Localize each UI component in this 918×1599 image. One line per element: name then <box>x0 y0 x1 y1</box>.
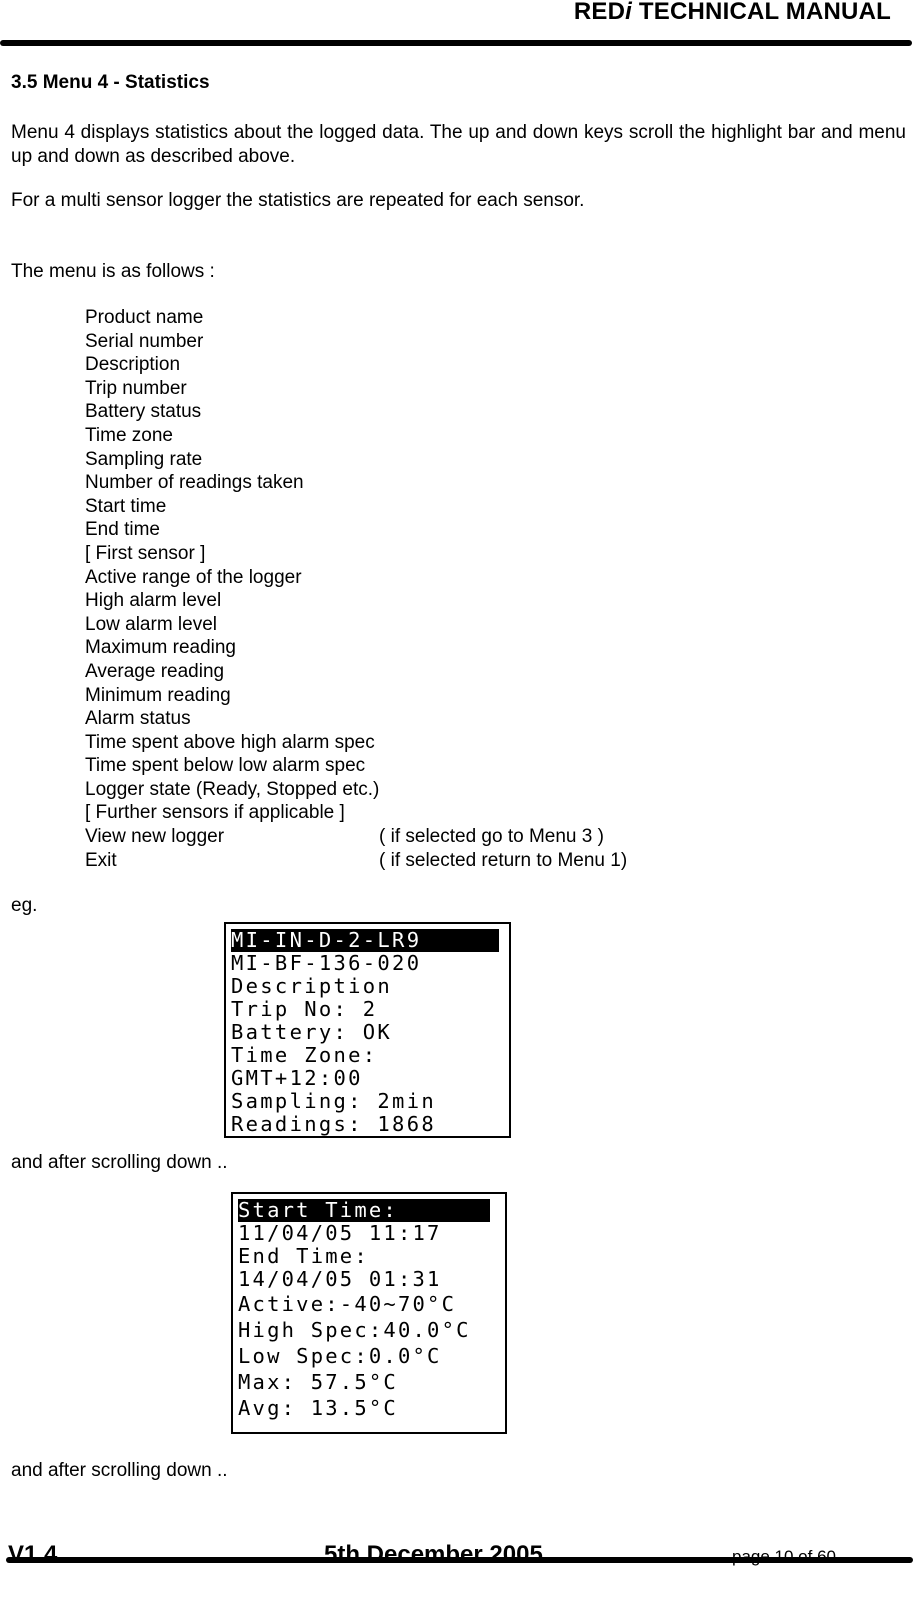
footer-date: 5th December 2005 <box>324 1541 543 1568</box>
list-item-label: Maximum reading <box>85 637 236 659</box>
scroll-caption-1: and after scrolling down .. <box>11 1152 228 1173</box>
footer-page-number: page 10 of 60 <box>732 1547 836 1566</box>
title-rest: TECHNICAL MANUAL <box>632 0 891 25</box>
list-item-label: High alarm level <box>85 590 222 612</box>
menu-intro-paragraph: The menu is as follows : <box>11 261 215 282</box>
list-item <box>85 495 379 519</box>
list-item <box>85 400 379 424</box>
list-item <box>85 684 379 708</box>
section-heading: 3.5 Menu 4 - Statistics <box>11 72 210 93</box>
lcd-line: Description <box>231 974 393 998</box>
list-item <box>85 731 379 755</box>
list-item-label: Description <box>85 354 181 376</box>
list-item <box>85 589 379 613</box>
menu-item-list <box>85 306 628 872</box>
list-item <box>85 707 379 731</box>
list-item-label: Time zone <box>85 424 173 446</box>
list-item <box>85 778 379 802</box>
lcd-highlight-line: MI-IN-D-2-LR9 <box>231 929 499 952</box>
example-label: eg. <box>11 895 38 916</box>
title-brand-i: i <box>625 0 633 25</box>
list-item <box>85 754 379 778</box>
list-item <box>85 330 379 354</box>
lcd-line: Battery: OK <box>231 1020 393 1044</box>
list-item-label: Active range of the logger <box>85 566 302 588</box>
list-item <box>85 849 628 873</box>
list-item <box>85 471 379 495</box>
lcd-line: Max: 57.5°C <box>238 1370 398 1394</box>
lcd-line: Low Spec:0.0°C <box>238 1344 442 1368</box>
list-item-label: Number of readings taken <box>85 472 304 494</box>
list-item-label: Start time <box>85 495 167 517</box>
list-item <box>85 636 379 660</box>
list-item <box>85 566 379 590</box>
list-item-note: ( if selected go to Menu 3 ) <box>379 826 604 848</box>
list-item-label: Product name <box>85 307 204 328</box>
lcd-line: Trip No: 2 <box>231 997 378 1021</box>
list-item-label: Time spent below low alarm spec <box>85 755 366 777</box>
footer-version: V1.4 <box>8 1541 58 1568</box>
list-item <box>85 424 379 448</box>
list-item-label: Exit <box>85 849 117 871</box>
list-item-note: ( if selected return to Menu 1) <box>379 849 628 871</box>
list-item <box>85 306 379 330</box>
list-item <box>85 613 379 637</box>
list-item <box>85 353 379 377</box>
lcd-highlight-line: Start Time: <box>238 1199 490 1222</box>
lcd-line: High Spec:40.0°C <box>238 1318 471 1342</box>
lcd-screen-2 <box>231 1192 507 1434</box>
list-item-label: Logger state (Ready, Stopped etc.) <box>85 778 380 800</box>
intro-paragraph: Menu 4 displays statistics about the logged data. The up and down keys scroll the highlight bar and menu up and down as described above. <box>11 122 906 167</box>
lcd-line: Avg: 13.5°C <box>238 1396 398 1420</box>
lcd-line: End Time: <box>238 1244 369 1268</box>
lcd-line: MI-BF-136-020 <box>231 951 422 975</box>
list-item-label: Minimum reading <box>85 684 231 706</box>
header-rule <box>0 40 912 46</box>
list-item-label: End time <box>85 519 160 541</box>
list-item-label: Alarm status <box>85 708 191 730</box>
list-item <box>85 377 379 401</box>
lcd-line: Active:-40~70°C <box>238 1292 457 1316</box>
lcd-line: Time Zone: <box>231 1043 378 1067</box>
list-item-label: Serial number <box>85 330 204 352</box>
manual-title <box>574 0 891 26</box>
list-item-label: Average reading <box>85 660 225 682</box>
list-item-label: Sampling rate <box>85 448 203 470</box>
list-item <box>85 542 379 566</box>
list-item-label: Trip number <box>85 377 187 399</box>
scroll-caption-2: and after scrolling down .. <box>11 1460 228 1481</box>
list-item <box>85 448 379 472</box>
lcd-screen-1 <box>224 922 511 1138</box>
list-item-label: [ First sensor ] <box>85 542 206 564</box>
lcd-line: Sampling: 2min <box>231 1089 436 1113</box>
lcd-line: GMT+12:00 <box>231 1066 363 1090</box>
list-item <box>85 660 379 684</box>
list-item-label: Time spent above high alarm spec <box>85 731 375 753</box>
list-item <box>85 801 379 825</box>
lcd-line: Readings: 1868 <box>231 1112 436 1136</box>
title-brand: RED <box>573 0 626 25</box>
list-item <box>85 518 379 542</box>
lcd-line: 14/04/05 01:31 <box>238 1267 442 1291</box>
multi-sensor-paragraph: For a multi sensor logger the statistics are repeated for each sensor. <box>11 190 585 211</box>
list-item <box>85 825 604 849</box>
lcd-line: 11/04/05 11:17 <box>238 1221 442 1245</box>
list-item-label: Low alarm level <box>85 613 217 635</box>
list-item-label: [ Further sensors if applicable ] <box>85 802 345 824</box>
list-item-label: View new logger <box>85 826 225 848</box>
list-item-label: Battery status <box>85 401 202 423</box>
